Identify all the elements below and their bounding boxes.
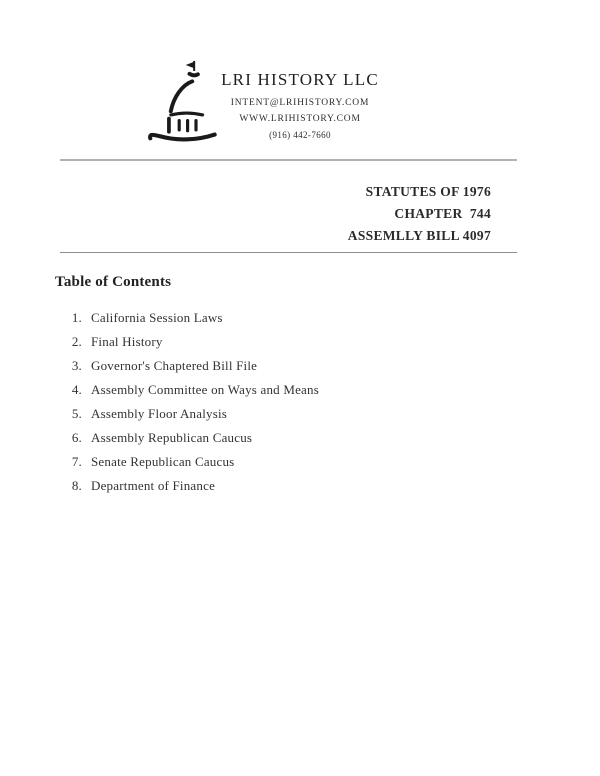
- toc-item-number: 2.: [71, 334, 82, 349]
- toc-item-number: 4.: [71, 382, 82, 397]
- toc-item-label: Assembly Committee on Ways and Means: [91, 382, 319, 397]
- toc-item-number: 5.: [71, 406, 82, 421]
- toc-item: [55, 450, 319, 474]
- divider-middle: [60, 252, 517, 253]
- statutes-year-line: STATUTES OF 1976: [365, 184, 491, 199]
- toc-item: [55, 378, 319, 402]
- letterhead: [0, 70, 600, 146]
- toc-item-label: Senate Republican Caucus: [91, 454, 235, 469]
- toc-item-label: Assembly Republican Caucus: [91, 430, 253, 445]
- toc-item-label: California Session Laws: [91, 310, 223, 325]
- toc-item-number: 7.: [71, 454, 82, 469]
- toc-item: [55, 402, 319, 426]
- toc-item: [55, 474, 319, 498]
- chapter-line: CHAPTER 744: [394, 206, 491, 221]
- toc-item-number: 1.: [71, 310, 82, 325]
- assembly-bill-line: ASSEMLLY BILL 4097: [347, 228, 491, 243]
- toc-item-number: 3.: [71, 358, 82, 373]
- toc-item: [55, 306, 319, 330]
- company-phone: (916) 442-7660: [269, 130, 331, 140]
- toc-item-number: 8.: [71, 478, 82, 493]
- toc-item: [55, 426, 319, 450]
- company-website: WWW.LRIHISTORY.COM: [239, 114, 361, 124]
- divider-top: [60, 159, 517, 161]
- company-email: INTENT@LRIHISTORY.COM: [230, 98, 370, 108]
- toc-item-number: 6.: [71, 430, 82, 445]
- toc-item: [55, 354, 319, 378]
- toc-item-label: Department of Finance: [91, 478, 216, 493]
- company-name: LRI HISTORY LLC: [221, 70, 379, 89]
- toc-heading: Table of Contents: [55, 274, 172, 290]
- toc-item: [55, 330, 319, 354]
- toc-list: [55, 306, 319, 498]
- toc-item-label: Final History: [91, 334, 163, 349]
- toc-item-label: Governor's Chaptered Bill File: [91, 358, 258, 373]
- toc-item-label: Assembly Floor Analysis: [91, 406, 228, 421]
- statute-block: [348, 181, 491, 247]
